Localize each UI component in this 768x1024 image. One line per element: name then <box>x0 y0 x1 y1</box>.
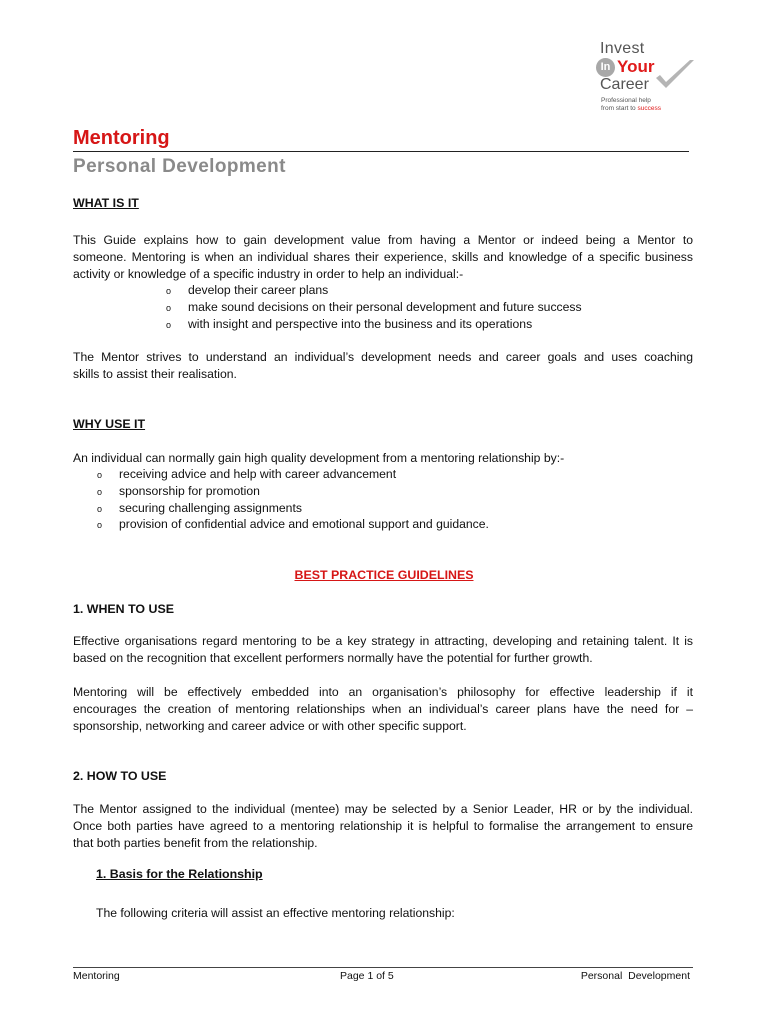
bullet-marker: o <box>97 470 103 480</box>
logo-tagline-1: Professional help <box>601 97 651 104</box>
list-item-text: with insight and perspective into the business and its operations <box>188 316 533 331</box>
logo-your-text: Your <box>617 57 655 76</box>
section-heading-what-is-it: WHAT IS IT <box>73 196 139 210</box>
paragraph-line: encourages the creation of mentoring relationships when an individual’s career plans have the need for – <box>73 701 693 716</box>
best-practice-heading: BEST PRACTICE GUIDELINES <box>294 568 474 582</box>
invest-in-your-career-logo <box>596 40 706 116</box>
logo-tagline-2-prefix: from start to <box>601 105 638 112</box>
logo-line-career: Career <box>600 76 649 93</box>
criteria-text: The following criteria will assist an effective mentoring relationship: <box>96 906 455 920</box>
bullet-marker: o <box>97 486 103 497</box>
section-heading-when-to-use: 1. WHEN TO USE <box>73 602 174 616</box>
why-use-it-bullet-list <box>97 466 489 533</box>
paragraph-line: someone. Mentoring is when an individual shares their experience, skills and knowledge of a specific business <box>73 249 693 264</box>
section-heading-how-to-use: 2. HOW TO USE <box>73 769 167 783</box>
list-item <box>97 516 489 533</box>
list-item <box>97 466 489 483</box>
paragraph-line: sponsorship, networking and career advice or with other specific support. <box>73 718 467 733</box>
subheading-basis-for-relationship: 1. Basis for the Relationship <box>96 867 263 881</box>
list-item <box>97 483 489 500</box>
paragraph-line: activity or knowledge of a specific industry in order to help an individual:- <box>73 266 464 281</box>
list-item <box>166 282 582 299</box>
logo-in-badge: In <box>596 58 615 77</box>
list-item-text: make sound decisions on their personal development and future success <box>188 299 582 314</box>
what-is-it-paragraph-2 <box>73 349 693 383</box>
paragraph-line: This Guide explains how to gain development value from having a Mentor or indeed being a Mentor to <box>73 233 693 247</box>
list-item-text: sponsorship for promotion <box>119 483 260 498</box>
bullet-marker: o <box>166 286 172 296</box>
list-item-text: receiving advice and help with career advancement <box>119 467 397 481</box>
paragraph-line: The Mentor assigned to the individual (mentee) may be selected by a Senior Leader, HR or by the individual. <box>73 802 693 816</box>
bullet-marker: o <box>166 302 172 313</box>
what-is-it-bullet-list <box>166 282 582 332</box>
bullet-marker: o <box>97 520 103 531</box>
when-to-use-paragraph-2 <box>73 684 693 734</box>
bullet-marker: o <box>97 503 103 514</box>
list-item-text: develop their career plans <box>188 283 329 297</box>
paragraph-line: based on the recognition that excellent performers normally have the potential for further growth. <box>73 650 593 665</box>
what-is-it-paragraph <box>73 232 693 282</box>
footer-right: Personal Development <box>580 970 690 982</box>
bullet-marker: o <box>166 319 172 330</box>
paragraph-line: skills to assist their realisation. <box>73 366 237 381</box>
footer-page-number: Page 1 of 5 <box>340 970 394 982</box>
section-heading-why-use-it: WHY USE IT <box>73 417 146 431</box>
why-use-it-intro <box>73 450 693 467</box>
logo-tagline-2 <box>601 105 661 112</box>
footer-left: Mentoring <box>73 970 120 982</box>
list-item-text: provision of confidential advice and emotional support and guidance. <box>119 517 489 532</box>
paragraph-line: Mentoring will be effectively embedded into an organisation’s philosophy for effective leadership if it <box>73 685 693 699</box>
when-to-use-paragraph-1 <box>73 633 693 667</box>
page-title: Mentoring <box>73 127 170 149</box>
check-icon <box>654 58 696 92</box>
logo-tagline-2-accent: success <box>637 105 661 112</box>
logo-line-invest: Invest <box>600 40 645 57</box>
footer-divider <box>73 967 693 968</box>
list-item <box>166 316 582 333</box>
page-subtitle: Personal Development <box>73 156 286 177</box>
how-to-use-paragraph <box>73 801 693 851</box>
paragraph-line: The Mentor strives to understand an individual’s development needs and career goals and uses coaching <box>73 350 693 364</box>
logo-line-in-your <box>596 57 654 77</box>
paragraph-line: Once both parties have agreed to a mentoring relationship it is helpful to formalise the arrangement to ensure <box>73 818 693 833</box>
paragraph-line: An individual can normally gain high quality development from a mentoring relationship by:- <box>73 451 565 465</box>
list-item <box>97 500 489 517</box>
list-item <box>166 299 582 316</box>
paragraph-line: that both parties benefit from the relationship. <box>73 835 318 850</box>
title-divider <box>73 151 689 152</box>
paragraph-line: Effective organisations regard mentoring to be a key strategy in attracting, developing and retaining talent. It is <box>73 634 693 648</box>
list-item-text: securing challenging assignments <box>119 500 302 515</box>
